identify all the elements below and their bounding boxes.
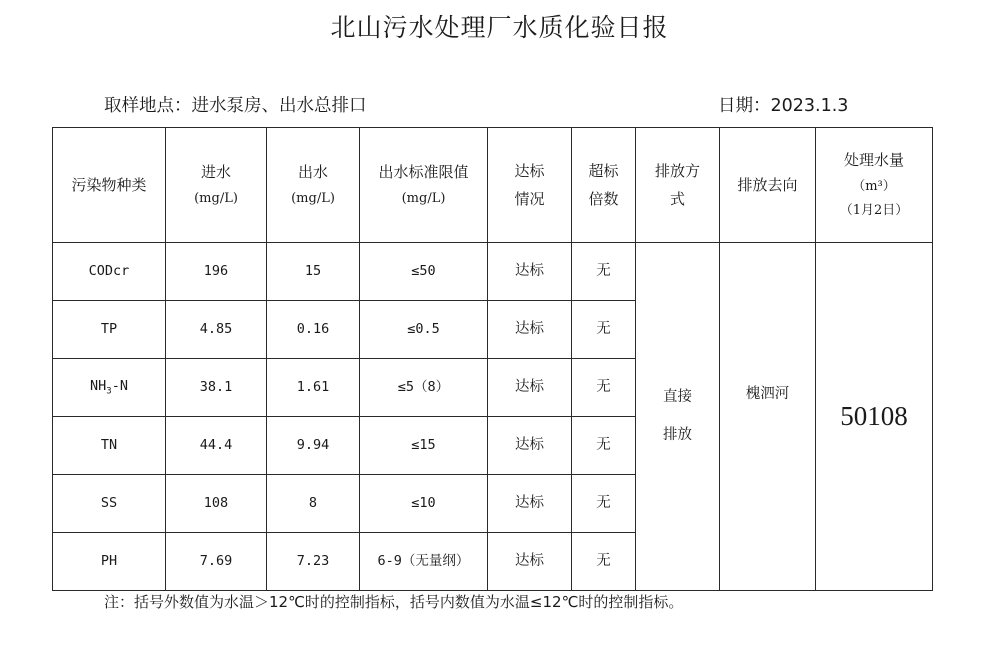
standard-limit-value: ≤50 — [360, 243, 488, 301]
compliance-value: 达标 — [488, 359, 572, 417]
outflow-value: 7.23 — [267, 533, 360, 591]
exceed-value: 无 — [572, 301, 636, 359]
report-title: 北山污水处理厂水质化验日报 — [330, 13, 669, 42]
standard-limit-value: ≤15 — [360, 417, 488, 475]
header-discharge-destination: 排放去向 — [720, 128, 816, 243]
inflow-value: 196 — [166, 243, 267, 301]
header-discharge-method-l2: 式 — [669, 190, 685, 208]
header-inflow-label: 进水 — [200, 163, 231, 182]
pollutant-name: SS — [53, 475, 166, 533]
inflow-value: 108 — [166, 475, 267, 533]
header-exceed-l1: 超标 — [588, 161, 619, 180]
pollutant-name: PH — [53, 533, 166, 591]
standard-limit-value: ≤10 — [360, 475, 488, 533]
pollutant-name: TP — [53, 301, 166, 359]
compliance-value: 达标 — [488, 475, 572, 533]
inflow-value: 44.4 — [166, 417, 267, 475]
header-treated-volume-l1: 处理水量 — [843, 151, 904, 170]
sampling-location: 取样地点：进水泵房、出水总排口 — [104, 96, 367, 116]
outflow-value: 8 — [267, 475, 360, 533]
header-exceed — [572, 128, 636, 243]
header-inflow — [166, 128, 267, 243]
inflow-value: 38.1 — [166, 359, 267, 417]
header-standard-limit-unit: (mg/L) — [401, 190, 446, 206]
pollutant-name — [53, 359, 166, 417]
exceed-value: 无 — [572, 475, 636, 533]
inflow-value: 7.69 — [166, 533, 267, 591]
header-standard-limit-label: 出水标准限值 — [378, 163, 469, 182]
header-inflow-unit: (mg/L) — [194, 190, 238, 206]
header-exceed-l2: 倍数 — [588, 190, 619, 208]
exceed-value: 无 — [572, 243, 636, 301]
pollutant-name: CODcr — [53, 243, 166, 301]
header-outflow-label: 出水 — [297, 163, 328, 182]
header-treated-volume-l2: （m³） — [852, 178, 896, 194]
report-date: 日期：2023.1.3 — [718, 96, 849, 116]
pollutant-name: TN — [53, 417, 166, 475]
header-standard-limit — [360, 128, 488, 243]
exceed-value: 无 — [572, 417, 636, 475]
header-outflow-unit: (mg/L) — [291, 190, 335, 206]
standard-limit-value: ≤0.5 — [360, 301, 488, 359]
pollutant-name-subscript: 3 — [106, 386, 112, 397]
discharge-method-l2: 排放 — [663, 426, 692, 443]
header-compliance-l2: 情况 — [514, 190, 545, 208]
outflow-value: 9.94 — [267, 417, 360, 475]
outflow-value: 15 — [267, 243, 360, 301]
header-discharge-method-l1: 排放方 — [654, 161, 700, 180]
pollutant-name-tail: -N — [111, 377, 128, 394]
header-treated-volume — [816, 128, 933, 243]
header-compliance-l1: 达标 — [514, 161, 545, 180]
exceed-value: 无 — [572, 359, 636, 417]
header-outflow — [267, 128, 360, 243]
water-quality-table — [52, 127, 933, 591]
compliance-value: 达标 — [488, 243, 572, 301]
header-pollutant-type: 污染物种类 — [53, 128, 166, 243]
header-discharge-method — [636, 128, 720, 243]
outflow-value: 0.16 — [267, 301, 360, 359]
inflow-value: 4.85 — [166, 301, 267, 359]
discharge-method — [636, 243, 720, 591]
compliance-value: 达标 — [488, 417, 572, 475]
compliance-value: 达标 — [488, 533, 572, 591]
discharge-method-l1: 直接 — [663, 388, 692, 405]
outflow-value: 1.61 — [267, 359, 360, 417]
table-header-row — [53, 128, 933, 243]
discharge-destination: 槐泗河 — [720, 243, 816, 591]
exceed-value: 无 — [572, 533, 636, 591]
table-row — [53, 243, 933, 301]
standard-limit-value: 6-9（无量纲） — [360, 533, 488, 591]
standard-limit-value: ≤5（8） — [360, 359, 488, 417]
header-compliance — [488, 128, 572, 243]
pollutant-name-main: NH — [90, 377, 107, 394]
compliance-value: 达标 — [488, 301, 572, 359]
treated-volume-value: 50108 — [816, 243, 933, 591]
header-treated-volume-l3: （1月2日） — [839, 203, 909, 219]
footnote: 注：括号外数值为水温＞12℃时的控制指标，括号内数值为水温≤12℃时的控制指标。 — [104, 593, 684, 611]
